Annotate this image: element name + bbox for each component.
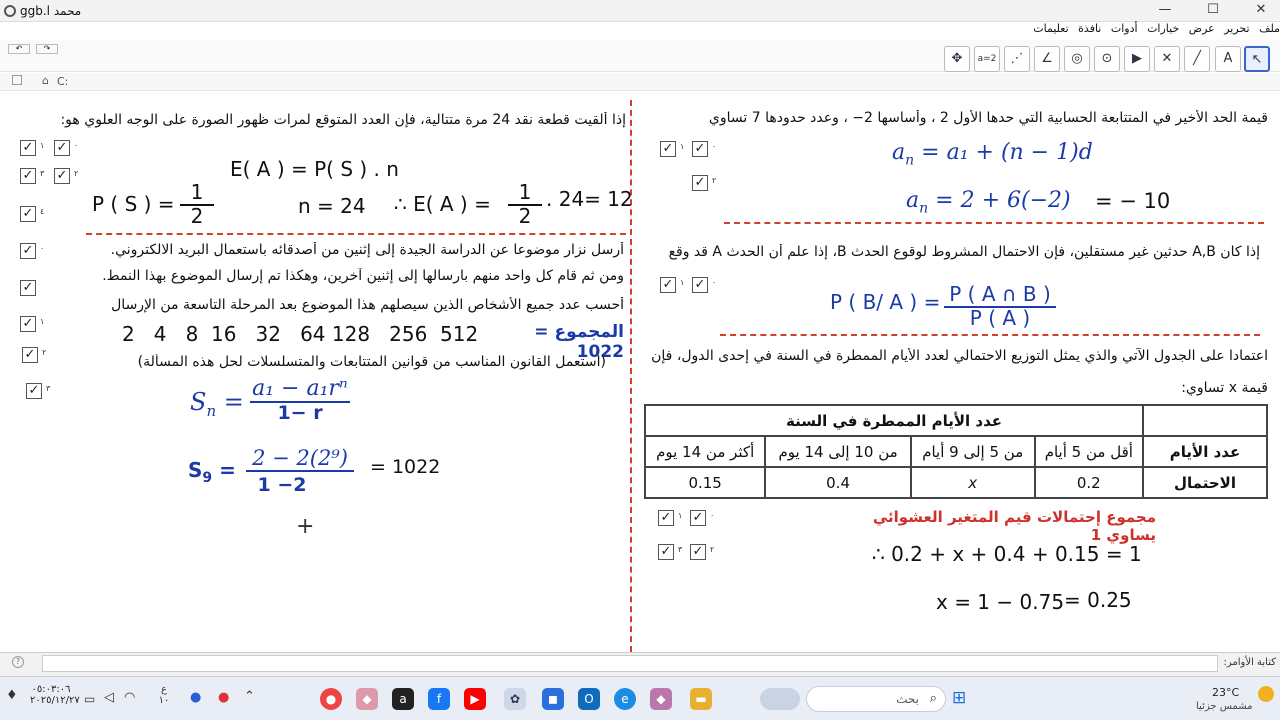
table-col-4: أقل من 5 أيام — [1035, 436, 1143, 467]
left-sequence: 2 4 8 16 32 64 128 256 512 — [122, 322, 479, 346]
right-divider-2 — [720, 334, 1260, 336]
right-q1: قيمة الحد الأخير في المتتابعة الحسابية التي حدها الأول 2 ، وأساسها 2− ، وعدد حدودها 7 تساوي — [708, 110, 1268, 126]
left-half-den: 2 — [190, 204, 204, 228]
address-bar — [0, 73, 1280, 91]
left-ea-num: 1 — [508, 180, 542, 206]
checkbox-label: ٢ — [42, 348, 47, 357]
circle-tool[interactable]: ⊙ — [1094, 46, 1120, 72]
weather-text: مشمس جزئيا — [1196, 701, 1253, 712]
crosshair-cursor-icon: + — [296, 514, 315, 539]
left-half-num: 1 — [180, 180, 214, 206]
home-icon[interactable]: ⌂ — [42, 74, 49, 87]
left-s9: $S_9$ = — [188, 458, 236, 486]
checkbox-label: ٢ — [74, 169, 79, 178]
checkbox-label: ١ — [40, 317, 45, 326]
table-col-1: أكثر من 14 يوم — [645, 436, 765, 467]
outlook-icon[interactable]: O — [578, 688, 600, 710]
left-divider — [86, 233, 626, 235]
left-sn-den: 1− r — [277, 402, 323, 424]
checkbox-label: ٠ — [710, 511, 715, 520]
amazon-icon[interactable]: a — [392, 688, 414, 710]
left-ps: P ( S ) = — [92, 192, 175, 216]
right-q2-numerator: P ( A ∩ B ) — [944, 282, 1056, 308]
redo-button[interactable]: ↷ — [36, 44, 58, 54]
checkbox-r2[interactable]: ✓ — [692, 175, 708, 191]
volume-icon[interactable]: ◁ — [104, 690, 114, 705]
left-q1: إذا ألقيت قطعة نقد 24 مرة متتالية، فإن العدد المتوقع لمرات ظهور الصورة على الوجه العلوي هو: — [60, 112, 626, 128]
left-s9-result: = 1022 — [370, 456, 441, 478]
search-icon: ⌕ — [929, 691, 937, 706]
graphics-view[interactable] — [0, 92, 1274, 652]
menu-help[interactable]: تعليمات — [1033, 22, 1069, 35]
clock[interactable]: ٠٥:٠٣:٠٦ ٢٠٢٥/١٢/٢٧ — [30, 684, 80, 706]
checkbox-label: ١ — [680, 142, 685, 151]
edge-icon[interactable]: e — [614, 688, 636, 710]
reflect-tool[interactable]: ⋰ — [1004, 46, 1030, 72]
probability-table — [644, 404, 1268, 499]
table-prob-4: 0.2 — [1035, 467, 1143, 498]
checkbox-label: ٢ — [710, 545, 715, 554]
menu-edit[interactable]: تحرير — [1224, 22, 1250, 35]
checkbox-label: ٠ — [712, 142, 717, 151]
battery-icon[interactable]: ▭ — [84, 692, 96, 706]
checkbox-label: ٣ — [40, 169, 45, 178]
window-titlebar — [0, 0, 1280, 22]
left-sn: $S_n$ = — [190, 388, 244, 420]
checkbox-r3a[interactable]: ✓ — [660, 277, 676, 293]
menu-options[interactable]: خيارات — [1147, 22, 1180, 35]
table-col-2: من 10 إلى 14 يوم — [765, 436, 911, 467]
language-indicator[interactable]: ع ١٠ — [158, 684, 170, 706]
chevron-up-icon[interactable]: ⌃ — [244, 689, 255, 704]
store-icon[interactable]: ◼ — [542, 688, 564, 710]
right-q3-solution: x = 1 − 0.75 — [936, 590, 1065, 614]
checkbox-l6[interactable]: ✓ — [20, 316, 36, 332]
right-q2-denominator: P ( A ) — [969, 306, 1031, 330]
table-header: عدد الأيام الممطرة في السنة — [645, 405, 1143, 436]
checkbox-r5a[interactable]: ✓ — [658, 544, 674, 560]
left-ea-tail: . 24= 12 — [546, 187, 633, 211]
angle-tool[interactable]: ∠ — [1034, 46, 1060, 72]
checkbox-l1b[interactable]: ✓ — [54, 140, 70, 156]
window-title: ggb.l محمد — [20, 4, 82, 18]
checkbox-l7[interactable]: ✓ — [22, 347, 38, 363]
command-label: كتابة الأوامر: — [1223, 657, 1276, 668]
widget-thumbnail[interactable] — [760, 688, 800, 710]
left-sn-num: a₁ − a₁rⁿ — [250, 376, 350, 403]
app-icon[interactable]: ◆ — [356, 688, 378, 710]
checkbox-label: ٠ — [40, 244, 45, 253]
copilot-icon[interactable]: ◆ — [650, 688, 672, 710]
move-view-tool[interactable]: ✥ — [944, 46, 970, 72]
facebook-icon[interactable]: f — [428, 688, 450, 710]
command-input[interactable] — [42, 655, 1218, 672]
right-q3-line1: اعتمادا على الجدول الآتي والذي يمثل التوزيع الاحتمالي لعدد الأيام الممطرة في السنة في إحدى الدول، فإن — [651, 348, 1268, 364]
table-corner — [1143, 405, 1267, 436]
right-q1-calc: $a_n = 2 + 6(-2)$ — [906, 188, 1071, 217]
right-q3-equation: ∴ 0.2 + x + 0.4 + 0.15 = 1 — [872, 542, 1142, 566]
right-q3-line2: قيمة x تساوي: — [1181, 380, 1268, 396]
right-q1-result: = − 10 — [1095, 189, 1171, 213]
chrome-icon[interactable]: ● — [320, 688, 342, 710]
checkbox-label: ١ — [680, 278, 685, 287]
checkbox-label: ١ — [678, 511, 683, 520]
ellipse-tool[interactable]: ◎ — [1064, 46, 1090, 72]
left-q2b: ومن ثم قام كل واحد منهم بارسالها إلى إثنين آخرين، وهكذا تم إرسال الموضوع بهذا النمط. — [102, 268, 624, 284]
youtube-icon[interactable]: ▶ — [464, 688, 486, 710]
left-ea-den: 2 — [518, 204, 532, 228]
checkbox-r3b[interactable]: ✓ — [692, 277, 708, 293]
folder-icon[interactable]: ▬ — [690, 688, 712, 710]
left-q2a: أرسل نزار موضوعا عن الدراسة الجيدة إلى إثنين من أصدقائه باستعمال البريد الالكتروني. — [110, 242, 624, 258]
left-eq1: E( A ) = P( S ) . n — [230, 157, 399, 181]
checkbox-label: ٠ — [712, 278, 717, 287]
checkbox-l2b[interactable]: ✓ — [54, 168, 70, 184]
weather-temp[interactable]: 23°C — [1212, 686, 1240, 699]
checkbox-label: ٣ — [46, 384, 51, 393]
table-row-prob: الاحتمال — [1143, 467, 1267, 498]
drive-path[interactable]: C: — [57, 75, 69, 88]
left-q2c: أحسب عدد جميع الأشخاص الذين سيصلهم هذا الموضوع بعد المرحلة التاسعة من الإرسال — [111, 297, 624, 313]
left-n: n = 24 — [298, 194, 366, 218]
checkbox-label: ٣ — [678, 545, 683, 554]
right-divider-1 — [724, 222, 1264, 224]
checkbox-r1b[interactable]: ✓ — [692, 141, 708, 157]
checkbox-label: ٤ — [40, 207, 45, 216]
checkbox-r4b[interactable]: ✓ — [690, 510, 706, 526]
app-tray-icon[interactable]: ● — [218, 690, 230, 705]
polygon-tool[interactable]: ▶ — [1124, 46, 1150, 72]
menu-tools[interactable]: أدوات — [1110, 22, 1138, 35]
menu-bar — [0, 22, 1280, 40]
search-label: بحث — [896, 692, 919, 706]
maximize-button[interactable]: ☐ — [1207, 2, 1219, 17]
checkbox-l5[interactable]: ✓ — [20, 280, 36, 296]
windows-start-icon[interactable]: ⊞ — [952, 688, 967, 708]
table-row-days: عدد الأيام — [1143, 436, 1267, 467]
checkbox-r4a[interactable]: ✓ — [658, 510, 674, 526]
slider-tool[interactable]: a=2 — [974, 46, 1000, 72]
checkbox-l4[interactable]: ✓ — [20, 243, 36, 259]
checkbox-label: ١ — [40, 141, 45, 150]
line-tool[interactable]: ╱ — [1184, 46, 1210, 72]
point-tool[interactable]: A — [1215, 46, 1241, 72]
left-q2d: (استعمل القانون المناسب من قوانين المتتابعات والمتسلسلات لحل هذه المسألة) — [137, 354, 606, 370]
left-ea: ∴ E( A ) = — [394, 192, 491, 216]
close-button[interactable]: ✕ — [1255, 2, 1267, 17]
left-sum: المجموع = 1022 — [534, 322, 624, 362]
select-tool[interactable]: ↖ — [1244, 46, 1270, 72]
checkbox-l8[interactable]: ✓ — [26, 383, 42, 399]
right-q3-note: مجموع إحتمالات قيم المتغير العشوائي يساوي 1 — [872, 508, 1156, 544]
checkbox-label: ٠ — [74, 141, 79, 150]
perpendicular-tool[interactable]: ✕ — [1154, 46, 1180, 72]
table-col-3: من 5 إلى 9 أيام — [911, 436, 1035, 467]
weather-sun-icon — [1258, 686, 1274, 702]
menu-window[interactable]: نافذة — [1078, 22, 1102, 35]
checkbox-r5b[interactable]: ✓ — [690, 544, 706, 560]
notification-icon[interactable]: ♦ — [6, 688, 18, 703]
right-q2: إذا كان A,B حدثين غير مستقلين، فإن الاحتمال المشروط لوقوع الحدث B، إذا علم أن الحدث A قد وقع — [668, 244, 1260, 260]
menu-view[interactable]: عرض — [1188, 22, 1215, 35]
right-q2-lhs: P ( B/ A ) = — [830, 290, 941, 314]
wifi-icon[interactable]: ◠ — [124, 690, 136, 705]
checkbox-r1a[interactable]: ✓ — [660, 141, 676, 157]
undo-button[interactable]: ↶ — [8, 44, 30, 54]
checkbox-icon[interactable] — [12, 75, 22, 85]
left-s9-num: 2 − 2(2⁹) — [246, 446, 354, 472]
right-q1-formula: $a_n = a_1 + (n - 1)d$ — [892, 140, 1093, 169]
microphone-icon[interactable]: ● — [190, 690, 202, 705]
help-icon[interactable]: ? — [12, 656, 24, 668]
checkbox-l3[interactable]: ✓ — [20, 206, 36, 222]
app-logo-icon — [4, 5, 16, 17]
menu-file[interactable]: ملف — [1259, 22, 1280, 35]
checkbox-l2a[interactable]: ✓ — [20, 168, 36, 184]
right-q3-result: = 0.25 — [1064, 588, 1132, 612]
checkbox-label: ٢ — [712, 176, 717, 185]
table-prob-3: x — [911, 467, 1035, 498]
minimize-button[interactable]: — — [1158, 2, 1172, 17]
table-prob-2: 0.4 — [765, 467, 911, 498]
center-divider — [630, 100, 632, 652]
search-box[interactable] — [806, 686, 946, 712]
geogebra-icon[interactable]: ✿ — [504, 688, 526, 710]
left-s9-den: 1 −2 — [257, 474, 307, 496]
table-prob-1: 0.15 — [645, 467, 765, 498]
checkbox-l1a[interactable]: ✓ — [20, 140, 36, 156]
